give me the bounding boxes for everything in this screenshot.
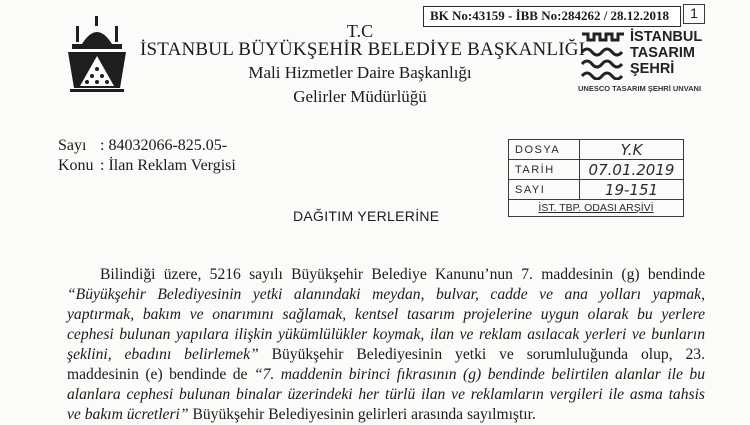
wave-logo-icon [580,30,626,80]
archive-footer: İST. TBP. ODASI ARŞİVİ [538,202,654,214]
header-tc: T.C [346,21,374,41]
header-organization: İSTANBUL BÜYÜKŞEHİR BELEDİYE BAŞKANLIĞI [140,39,586,60]
konu-row [58,158,236,174]
body-line [67,385,705,405]
archive-tarih-value: 07.01.2019 [580,160,684,180]
archive-tarih-label: TARİH [509,160,580,180]
archive-sayi-value: 19-151 [580,180,684,200]
distribution-heading: DAĞITIM YERLERİNE [293,208,440,224]
sayi-value: : 84032066-825.05- [100,137,228,154]
ibb-logo-icon [62,14,132,94]
body-line: Bilindiği üzere, 5216 sayılı Büyükşehir Belediye Kanunu’nun 7. maddesinin (g) bendinde [100,266,705,283]
body-line [67,305,705,325]
body-quote: yaptırmak, bakım ve onarımını sağlamak, kentsel tasarım projelerine uygun olarak bu yerlere [67,306,705,323]
bk-number-stamp: BK No:43159 - İBB No:284262 / 28.12.2018 [423,6,681,27]
archive-stamp [508,139,684,217]
body-quote: cephesi bulunan yapılara ilişkin yükümlülükler koymak, ilan ve reklam asılacak yerleri ve bunların [67,326,705,343]
body-line [67,405,705,425]
body-line [67,365,705,385]
istanbul-design-city-logo [578,27,748,102]
body-text: maddesinin (e) bendinde de [67,366,254,383]
archive-sayi-label: SAYI [509,180,580,200]
body-quote: alanlara cephesi bulunan binalar üzerindeki her türlü ilan ve reklamların vergileri ile asma tahsis [67,386,705,403]
design-logo-line-1: İSTANBUL [630,29,703,45]
sayi-row [58,138,227,154]
body-text: Büyükşehir Belediyesinin yetki ve sorumluluğunda olup, 23. [258,346,705,363]
body-line [67,325,705,345]
body-quote: “Büyükşehir Belediyesinin yetki alanındaki meydan, bulvar, cadde ve ana yolları yapmak, [67,286,705,303]
page-number-box: 1 [683,4,705,24]
header-directorate: Gelirler Müdürlüğü [293,87,427,106]
sayi-label: Sayı [58,137,87,154]
body-quote: şeklini, ebadını belirlemek” [67,346,259,363]
konu-label: Konu [58,157,94,174]
design-logo-line-3: ŞEHRİ [630,61,675,77]
body-quote: ve bakım ücretleri” [67,406,189,423]
design-logo-subtitle: UNESCO TASARIM ŞEHRİ UNVANI [578,84,702,93]
body-quote: “7. maddenin birinci fıkrasının (g) bendinde belirtilen alanlar ile bu [253,366,705,383]
body-text: Büyükşehir Belediyesinin gelirleri arasında sayılmıştır. [188,406,536,423]
header-department: Mali Hizmetler Daire Başkanlığı [248,63,472,82]
body-paragraph [67,265,705,425]
body-line [67,345,705,365]
archive-dosya-value: Y.K [580,140,684,160]
konu-value: : İlan Reklam Vergisi [100,157,236,174]
design-logo-line-2: TASARIM [630,45,695,61]
archive-dosya-label: DOSYA [509,140,580,160]
body-line [67,285,705,305]
